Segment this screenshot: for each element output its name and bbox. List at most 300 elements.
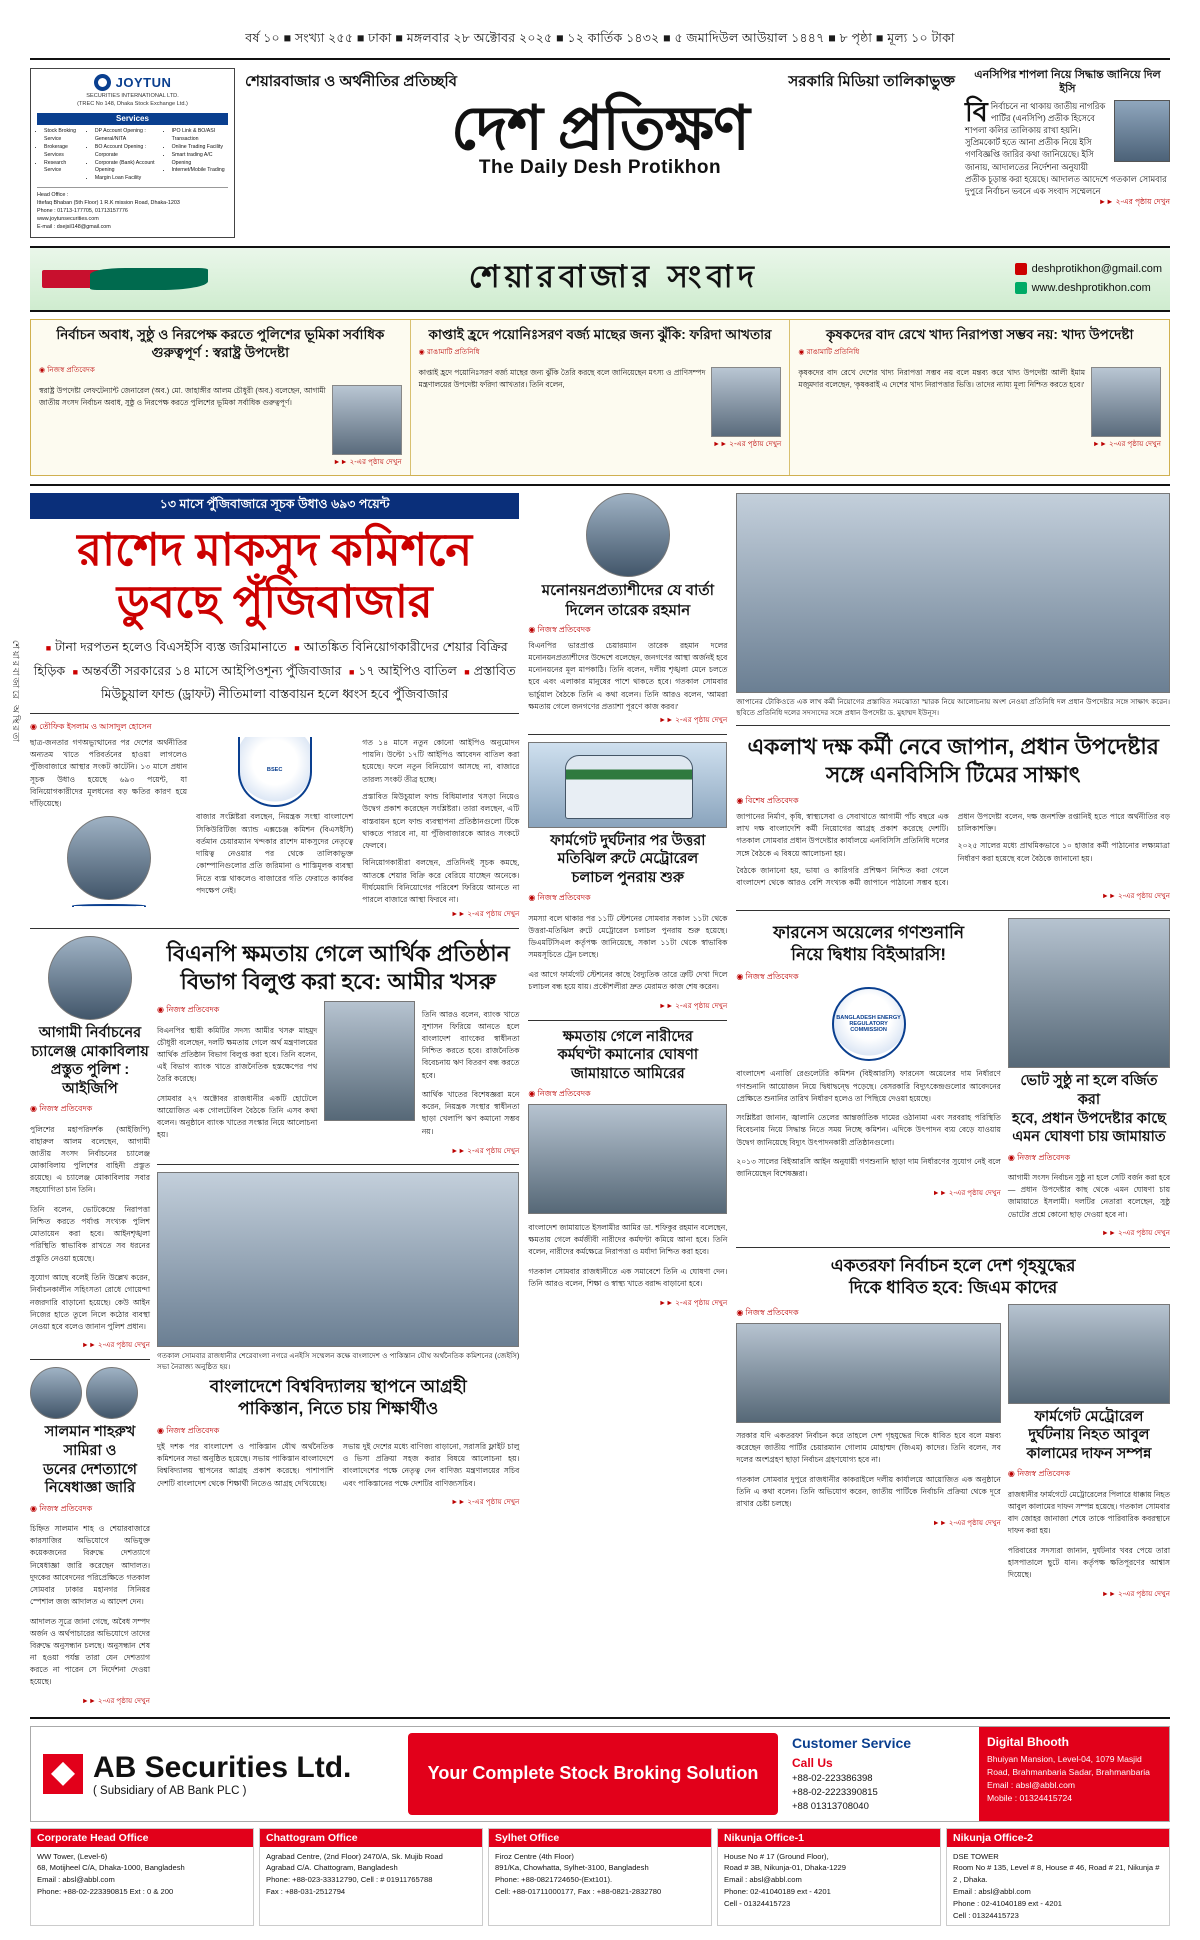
bullet-text: আতঙ্কিত বিনিয়োগকারীদের শেয়ার বিক্রির হিড়িক [33, 640, 508, 678]
teaser-photo [332, 385, 402, 455]
bnp-portrait [324, 1001, 415, 1121]
pakistan-body [157, 1441, 519, 1495]
bullet-icon: ■ [45, 643, 52, 654]
salman-headline-line3: নিষেধাজ্ঞা জারি [44, 1480, 136, 1497]
office-line: 68, Motijheel C/A, Dhaka-1000, Bangladesh [37, 1863, 185, 1873]
police-headline-line3: প্রস্তুত পুলিশ : আইজিপি [50, 1062, 130, 1097]
bottom-advertisement[interactable] [30, 1717, 1170, 1926]
vote-note-headline-line2: হবে, প্রধান উপদেষ্টার কাছে [1012, 1110, 1166, 1127]
lead-paragraph: বাজার সংশ্লিষ্টরা বলছেন, নিয়ন্ত্রক সংস্থা বাংলাদেশ সিকিউরিটিজ অ্যান্ড এক্সচেঞ্জ কমিশন (বিএসইসি) বর্তমান চেয়ারম্যান খন্দকার রাশেদ মাকসুদের নেতৃত্বে দায়িত্ব নেওয়ার পর থেকে তালিকাভুক্ত কোম্পানিগুলোর প্রতি জরিমানা ও শাস্তিমূলক ব্যবস্থা নিতে ব্যস্ত থাকলেও বাজারের গতি ফেরাতে কার্যকর পদক্ষেপ নেই। [196, 812, 354, 896]
metro-body [528, 913, 727, 993]
vote-note-portrait [1008, 918, 1170, 1068]
office-list [30, 1828, 1170, 1927]
furnace-paragraph: সংশ্লিষ্টরা জানান, জ্বালানি তেলের আন্তর্জাতিক দামের ওঠানামা এবং সরবরাহ পরিস্থিতি বিবেচনায় নিয়ে সিদ্ধান্ত নিতে সময় নিচ্ছে কমিশন। এদিকে উৎপাদন ব্যয় বেড়ে যাওয়ায় উদ্বেগ জানিয়েছে বিদ্যুৎ উৎপাদনকারী প্রতিষ্ঠানগুলো। [736, 1113, 1001, 1147]
joytun-brand: JOYTUN [115, 75, 172, 90]
office-details [260, 1847, 482, 1902]
service-item: • BO Account Opening : Corporate [95, 144, 161, 160]
bnp-paragraph: বিএনপির স্থায়ী কমিটির সদস্য আমীর খসরু মাহমুদ চৌধুরী বলেছেন, দলটি ক্ষমতায় গেলে অর্থ মন্ত্রণালয়ের আর্থিক প্রতিষ্ঠান বিভাগ বিলুপ্ত করা হবে। তিনি বলেন, এই বিভাগ ব্যাংক খাতে রাজনৈতিক হস্তক্ষেপের পথ তৈরি করেছে। [157, 1025, 318, 1084]
service-item: • Stock Broking Service [44, 128, 84, 144]
gm-kader-headline [736, 1255, 1170, 1299]
salman-headline [30, 1423, 150, 1497]
service-item: • DP Account Opening : General/NITA [95, 128, 161, 144]
ad-slogan: Your Complete Stock Broking Solution [408, 1733, 778, 1815]
women-paragraph: গতকাল সোমবার রাজধানীতে এক সমাবেশে তিনি এ ঘোষণা দেন। তিনি আরও বলেন, শিক্ষা ও স্বাস্থ্য খাতে বরাদ্দ বাড়ানো হবে। [528, 1266, 728, 1289]
metro-byline: ◉ নিজস্ব প্রতিবেদক [528, 893, 591, 903]
furnace-paragraph: ২০১৩ সালের বিইআরসি আইন অনুযায়ী গণশুনানি ছাড়া দাম নির্ধারণের সুযোগ নেই বলে জানিয়েছেন বিশেষজ্ঞরা। [736, 1157, 1001, 1179]
joytun-brand-sub2: (TREC No 148, Dhaka Stock Exchange Ltd.) [77, 101, 188, 108]
ad-phone[interactable]: +88 01313708040 [792, 1801, 869, 1813]
office-line: WW Tower, (Level-6) [37, 1851, 108, 1861]
divider [30, 928, 519, 929]
furnace-paragraph: বাংলাদেশ এনার্জি রেগুলেটরি কমিশন (বিইআরসি) ফারনেস অয়েলের দাম নির্ধারণে গণশুনানি আয়োজন নিয়ে দ্বিধাদ্বন্দ্বে পড়েছে। বেসরকারি বিদ্যুৎকেন্দ্রগুলোর আবেদনের প্রেক্ষিতে শুনানির তারিখ নির্ধারণ হলেও তা পিছিয়ে দেওয়া হয়েছে। [736, 1069, 1001, 1103]
services-col-2 [88, 128, 161, 183]
lead-byline: ◉ তৌফিক ইসলাম ও আসাদুল হোসেন [30, 721, 152, 731]
salman-body [30, 1523, 150, 1688]
salman-headline-line2: ডনের দেশত্যাগে [43, 1461, 137, 1478]
japan-paragraph: ২০২৫ সালের মধ্যে প্রাথমিকভাবে ১০ হাজার কর্মী পাঠানোর লক্ষ্যমাত্রা নির্ধারণ করা হয়েছে বলে বৈঠকে জানানো হয়। [957, 841, 1171, 863]
service-item: • Research Service [44, 160, 84, 176]
salman-photos [30, 1367, 150, 1419]
service-item: • IPO Link & BO/ASI Transaction [172, 128, 228, 144]
share-market-title: শেয়ারবাজার সংবাদ [468, 258, 759, 294]
lead-paragraph: প্রস্তাবিত মিউচুয়াল ফান্ড বিধিমালার খসড়া নিয়েও উদ্বেগ প্রকাশ করেছেন সংশ্লিষ্টরা। তারা বলছেন, এটি বাস্তবায়ন হলে ফান্ড ব্যবস্থাপনা প্রতিষ্ঠানগুলো টিকে থাকতে পারবে না, যা পুঁজিবাজারকে আরও সংকটে ফেলবে। [362, 791, 520, 851]
women-headline-line3: জামায়াতে আমিরের [570, 1065, 685, 1082]
lead-paragraph: বিনিয়োগকারীরা বলছেন, প্রতিদিনই সূচক কমছে, আতঙ্কে শেয়ার বিক্রি করে বেরিয়ে যাচ্ছেন অনেকে। দীর্ঘমেয়াদি বিনিয়োগের পরিবেশ ফিরিয়ে আনতে না পারলে বাজারে আস্থা ফিরবে না। [362, 858, 520, 905]
office-line[interactable]: Cell: +88-01711000177, Fax : +88-0821-2832780 [495, 1887, 662, 1896]
office-line[interactable]: Phone: 02-41040189 ext - 4201 [724, 1887, 831, 1896]
office-line[interactable]: Phone : 02-41040189 ext - 4201 [953, 1898, 1062, 1908]
gm-kader-and-farmgate [736, 1304, 1170, 1601]
office-name: Nikunja Office-1 [718, 1829, 940, 1847]
farmgate-byline: ◉ নিজস্ব প্রতিবেদক [1007, 1469, 1071, 1479]
email-row[interactable] [1015, 260, 1162, 279]
service-item: • Corporate (Bank) Account Opening [95, 160, 161, 176]
vote-note-headline [1008, 1072, 1170, 1146]
farmgate-paragraph: পরিবারের সদস্যরা জানান, দুর্ঘটনার খবর পেয়ে তারা হাসপাতালে ছুটে যান। কর্তৃপক্ষ ক্ষতিপূরণের আশ্বাস দিয়েছে। [1007, 1545, 1171, 1580]
salman-byline: ◉ নিজস্ব প্রতিবেদক [30, 1503, 93, 1513]
issue-info-strip: বর্ষ ১০ ■ সংখ্যা ২৫৫ ■ ঢাকা ■ মঙ্গলবার ২৮ অক্টোবর ২০২৫ ■ ১২ কার্তিক ১৪৩২ ■ ৫ জমাদিউল আউয়াল ১৪৪৭ ■ ৮ পৃষ্ঠা ■ মূল্য ১০ টাকা [245, 31, 955, 45]
website-row[interactable] [1015, 279, 1162, 298]
police-byline: ◉ নিজস্ব প্রতিবেদক [30, 1104, 93, 1114]
office-line: Fax : +88-031-2512794 [266, 1887, 346, 1896]
service-item: • Online Trading Facility [172, 144, 228, 152]
bullet-text: প্রস্তাবিত মিউচুয়াল ফান্ড (ড্রাফট) নীতিমালা বাস্তবায়ন হলে ধ্বংস হবে পুঁজিবাজার [100, 663, 516, 701]
pakistan-paragraph: দুই দশক পর বাংলাদেশ ও পাকিস্তান যৌথ অর্থনৈতিক কমিশনের সভা অনুষ্ঠিত হয়েছে। সভায় পাকিস্তান বাংলাদেশে বিশ্ববিদ্যালয় স্থাপনের আগ্রহ প্রকাশ করেছে। পাশাপাশি দেশটি বাংলাদেশ থেকে শিক্ষার্থী নিতেও আগ্রহ দেখিয়েছে। [157, 1441, 334, 1488]
bullet-text: টানা দরপতন হলেও বিএসইসি ব্যস্ত জরিমানাতে [55, 640, 287, 655]
bnp-paragraph: সোমবার ২৭ অক্টোবর রাজধানীর একটি হোটেলে আয়োজিত এক গোলটেবিল বৈঠকে তিনি এসব কথা বলেন। অনুষ্ঠানে ব্যাংক খাতের সংস্কার নিয়ে আলোচনা হয়। [157, 1094, 318, 1140]
joytun-services-grid [37, 128, 228, 183]
police-paragraph: তিনি বলেন, ভোটকেন্দ্রে নিরাপত্তা নিশ্চিত করতে পর্যাপ্ত সংখ্যক পুলিশ মোতায়েন করা হবে। আইনশৃঙ্খলা পরিস্থিতি স্বাভাবিক রাখতে সব ধরনের প্রস্তুতি নেওয়া হয়েছে। [30, 1205, 150, 1263]
office-line[interactable]: Phone: +88-023-33312790, Cell : # 01911765788 [266, 1875, 433, 1885]
bullet-icon: ■ [72, 666, 79, 677]
divider [30, 1359, 150, 1360]
tarique-portrait [586, 493, 670, 577]
women-body [528, 1222, 727, 1290]
joytun-services-title: Services [37, 113, 228, 126]
bullet-icon: ■ [464, 666, 470, 677]
lead-headline-line2: ডুবছে পুঁজিবাজার [116, 576, 433, 628]
joytun-logo [37, 74, 228, 92]
newspaper-title-bn: দেশ প্রতিক্ষণ [451, 94, 749, 162]
metro-paragraph: এর আগে ফার্মগেট স্টেশনের কাছে বৈদ্যুতিক তারে ত্রুটি দেখা দিলে চলাচল বন্ধ হয়ে যায়। প্রকৌশলীরা দ্রুত মেরামত কাজ শেষ করেন। [528, 970, 728, 992]
service-item: • Brokerage Services [44, 144, 84, 160]
bangladesh-map-icon [38, 264, 213, 294]
farmgate-headline [1008, 1408, 1170, 1464]
japan-byline: ◉ বিশেষ প্রতিবেদক [736, 795, 799, 805]
pakistan-headline-line2: পাকিস্তান, নিতে চায় শিক্ষার্থীও [238, 1398, 439, 1418]
furnace-headline-line1: ফারনেস অয়েলের গণশুনানি [773, 923, 965, 943]
bnp-paragraph: তিনি আরও বলেন, ব্যাংক খাতে সুশাসন ফিরিয়ে আনতে হলে বাংলাদেশ ব্যাংকের স্বাধীনতা নিশ্চিত করতে হবে। রাজনৈতিক বিবেচনায় ঋণ বিতরণ বন্ধ করতে হবে। [421, 1009, 520, 1080]
office-name: Corporate Head Office [31, 1829, 253, 1847]
lead-headline [30, 524, 519, 628]
salman-paragraph: আদালত সূত্রে জানা গেছে, অবৈধ সম্পদ অর্জন ও অর্থপাচারের অভিযোগে তাদের বিরুদ্ধে অনুসন্ধান চলছে। অনুসন্ধান শেষ না হওয়া পর্যন্ত তারা যেন দেশত্যাগ করতে না পারেন সে নির্দেশনা দেওয়া হয়েছে। [30, 1616, 150, 1687]
lead-portrait [67, 816, 151, 900]
teaser-headline: কাপ্তাই হ্রদে পয়োনিঃসরণ বর্জ্য মাছের জন্য ঝুঁকি: ফরিদা আখতার [428, 326, 772, 342]
divider [528, 1020, 727, 1021]
japan-paragraph: বৈঠকে জানানো হয়, ভাষা ও কারিগরি প্রশিক্ষণ নিশ্চিত করা গেলে বাংলাদেশ থেকে আরও বেশি সংখ্যক কর্মী জাপানে পাঠানো সম্ভব হবে। প্রধান উপদেষ্টা বলেন, দক্ষ জনশক্তি রপ্তানিই হতে পারে অর্থনীতির বড় চালিকাশক্তি। [736, 811, 1171, 888]
masthead [30, 58, 1170, 238]
teaser-continuation[interactable]: ►► ২-এর পৃষ্ঠায় দেখুন [333, 457, 402, 466]
office-line[interactable]: Email : absl@abbl.com [37, 1875, 115, 1885]
teaser-item[interactable] [789, 320, 1169, 475]
divider [157, 1164, 519, 1165]
bullet-icon: ■ [348, 666, 355, 677]
digital-booth-email[interactable]: Email : absl@abbl.com [987, 1779, 1076, 1790]
ad-subsidiary: ( Subsidiary of AB Bank PLC ) [93, 1784, 247, 1797]
teaser-text: কাপ্তাই হ্রদে পয়োনিঃসরণ বর্জ্য মাছের জন্য ঝুঁকি তৈরি করছে বলে জানিয়েছেন মৎস্য ও প্রাণিসম্পদ মন্ত্রণালয়ের উপদেষ্টা ফরিদা আখতার। তিনি বলেন, [418, 367, 706, 389]
service-item: • Internet/Mobile Trading [172, 167, 228, 175]
pakistan-headline [157, 1376, 519, 1420]
services-col-3 [165, 128, 228, 183]
office-details [947, 1847, 1169, 1926]
email-text: deshprotikhon@gmail.com [1031, 262, 1162, 275]
office-line: House No # 17 (Ground Floor), [724, 1851, 829, 1861]
gm-kader-headline-line2: দিকে ধাবিত হবে: জিএম কাদের [849, 1277, 1058, 1297]
bnp-story-main[interactable] [157, 936, 519, 1708]
furnace-headline-line2: নিয়ে দ্বিধায় বিইআরসি! [791, 945, 947, 965]
teaser-row [798, 367, 1161, 437]
ad-company-name: AB Securities Ltd. [93, 1750, 352, 1784]
japan-headline-line1: একলাখ দক্ষ কর্মী নেবে জাপান, প্রধান উপদেষ্টার [747, 734, 1159, 760]
gm-kader-paragraph: সরকার যদি একতরফা নির্বাচন করে তাহলে দেশ গৃহযুদ্ধের দিকে ধাবিত হবে বলে মন্তব্য করেছেন জাতীয় পার্টির চেয়ারম্যান গোলাম মোহাম্মদ (জিএম) কাদের। তিনি বলেন, সব দলের অংশগ্রহণ ছাড়া নির্বাচন গ্রহণযোগ্য হবে না। [736, 1431, 1001, 1465]
berc-logo-icon [832, 987, 906, 1061]
tagline-right: সরকারি মিডিয়া তালিকাভুক্ত [788, 73, 955, 90]
police-story[interactable] [30, 936, 150, 1708]
women-headline-line1: ক্ষমতায় গেলে নারীদের [562, 1028, 693, 1045]
vote-note-body [1008, 1172, 1170, 1221]
map-green-shape [90, 268, 208, 290]
office-details [718, 1847, 940, 1914]
police-headline-line1: আগামী নির্বাচনের [38, 1025, 142, 1041]
police-paragraph: পুলিশের মহাপরিদর্শক (আইজিপি) বাহারুল আলম বলেছেন, আগামী জাতীয় সংসদ নির্বাচনের চ্যালেঞ্জ মোকাবিলায় পুলিশের বাহিনী প্রস্তুত রয়েছে। এ চ্যালেঞ্জ মোকাবিলায় সবার সহযোগিতা চান তিনি। [30, 1124, 150, 1195]
women-byline: ◉ নিজস্ব প্রতিবেদক [528, 1089, 591, 1099]
gm-kader-byline: ◉ নিজস্ব প্রতিবেদক [736, 1307, 799, 1317]
japan-paragraph: জাপানের নির্মাণ, কৃষি, স্বাস্থ্যসেবা ও সেবাখাতে আগামী পাঁচ বছরে এক লাখ দক্ষ বাংলাদেশি কর্মী নিয়োগের আগ্রহ প্রকাশ করেছে দেশটি। গতকাল সোমবার প্রধান উপদেষ্টার কার্যালয়ে এনবিসিসি প্রতিনিধি দলের সঙ্গে বৈঠকে এ বিষয়ে আলোচনা হয়। [736, 811, 949, 858]
farmgate-body [1008, 1489, 1170, 1581]
bnp-continuation[interactable]: ►► ২-এর পৃষ্ঠায় দেখুন [451, 1146, 520, 1156]
office-line: Firoz Centre (4th Floor) [495, 1851, 574, 1861]
pakistan-paragraph: সভায় দুই দেশের মধ্যে বাণিজ্য বাড়ানো, সরাসরি ফ্লাইট চালু ও ভিসা প্রক্রিয়া সহজ করার বিষয়ে আলোচনা হয়। বাংলাদেশের পক্ষে নেতৃত্ব দেন বাণিজ্য মন্ত্রণালয়ের সচিব এবং পাকিস্তানের পক্ষে দেশটির বাণিজ্যসচিব। [342, 1441, 520, 1488]
masthead-taglines [245, 70, 955, 95]
digital-booth-address: Bhuiyan Mansion, Level-04, 1079 Masjid Road, Brahmanbaria Sadar, Brahmanbaria [987, 1753, 1150, 1777]
tarique-headline: মনোনয়নপ্রত্যাশীদের যে বার্তা দিলেন তারেক রহমান [541, 582, 714, 619]
vote-note-headline-line3: এমন ঘোষণা চায় জামায়াত [1012, 1129, 1166, 1146]
teaser-row [39, 385, 402, 455]
office-name: Sylhet Office [489, 1829, 711, 1847]
women-paragraph: বাংলাদেশ জামায়াতে ইসলামীর আমির ডা. শফিকুর রহমান বলেছেন, ক্ষমতায় গেলে কর্মজীবী নারীদের কর্মঘণ্টা কমিয়ে আনা হবে। তিনি বলেন, নারীদের কর্মক্ষেত্রে নিরাপত্তা ও মর্যাদা নিশ্চিত করা হবে। [528, 1222, 728, 1257]
farmgate-headline-line1: ফার্মগেট মেট্রোরেল [1034, 1408, 1144, 1425]
office-line[interactable]: Phone: +88-0821724650-(Ext101). [495, 1875, 613, 1885]
gm-kader-continuation[interactable]: ►► ২-এর পৃষ্ঠায় দেখুন [932, 1518, 1001, 1527]
office-card [717, 1828, 941, 1927]
metro-paragraph: সমস্যা বলে থাকার পর ১১টি স্টেশনের সোমবার সকাল ১১টা থেকে উত্তরা-মতিঝিল রুটে মেট্রোরেল চলাচল পুনরায় শুরু হয়েছে। ডিএমটিসিএল কর্তৃপক্ষ জানিয়েছে, সকাল ১১টা থেকে স্বাভাবিক সময়সূচিতে ট্রেন চলছে। [528, 913, 728, 960]
bullet-text: অন্তর্বর্তী সরকারের ১৪ মাসে আইপিওশূন্য পুঁজিবাজার [82, 663, 342, 678]
office-details [31, 1847, 253, 1902]
pakistan-continuation[interactable]: ►► ২-এর পৃষ্ঠায় দেখুন [451, 1496, 520, 1506]
joytun-phone: Phone : 01713-177705, 01713157776 [37, 208, 128, 215]
office-line: Agrabad Centre, (2nd Floor) 2470/A, Sk. Mujib Road [266, 1851, 443, 1861]
ad-customer-service [784, 1727, 979, 1821]
office-line[interactable]: Cell - 01324415723 [724, 1898, 791, 1908]
women-headline [528, 1028, 727, 1084]
police-headline-line2: চ্যালেঞ্জ মোকাবিলায় [31, 1043, 149, 1060]
teaser-text: কৃষকদের বাদ রেখে দেশের খাদ্য নিরাপত্তা সম্ভব নয় বলে মন্তব্য করে খাদ্য উপদেষ্টা আলী ইমাম মজুমদার বলেছেন, 'কৃষকরাই এ দেশের খাদ্য নিরাপত্তার ভিত্তি। তাদের ন্যায্য মূল্য নিশ্চিত করতে হবে।' [798, 367, 1086, 389]
masthead-center [245, 68, 955, 238]
pakistan-photo-caption: গতকাল সোমবার রাজধানীর শেরেবাংলা নগরে এনইসি সম্মেলন কক্ষে বাংলাদেশ ও পাকিস্তান যৌথ অর্থনৈতিক কমিশনের (জেইসি) সভা নৈরাজ্য অনুষ্ঠিত হয়। [157, 1350, 520, 1372]
japan-headline [736, 733, 1170, 789]
teaser-strip [30, 319, 1170, 476]
joytun-website[interactable]: www.joytunsecurities.com [37, 216, 99, 223]
office-line[interactable]: Email : absl@abbl.com [724, 1875, 802, 1885]
farmgate-headline-line3: কালামের দাফন সম্পন্ন [1026, 1445, 1152, 1462]
farmgate-paragraph: রাজধানীর ফার্মগেটে মেট্রোরেলের পিলারে ধাক্কায় নিহত আবুল কালামের দাফন সম্পন্ন হয়েছে। গতকাল সোমবার বাদ জোহর জানাজা শেষে তাকে পারিবারিক কবরস্থানে দাফন করা হয়। [1007, 1489, 1171, 1536]
women-headline-line2: কর্মঘণ্টা কমানোর ঘোষণা [557, 1047, 699, 1064]
salman-headline-line1: সালমান শাহরুখ সামিরা ও [44, 1424, 136, 1459]
teaser-photo [711, 367, 781, 437]
bnp-left [157, 1001, 317, 1157]
ad-digital-booth [979, 1727, 1169, 1821]
lead-headline-line1: রাশেদ মাকসুদ কমিশনে [77, 524, 473, 575]
lead-continuation[interactable]: ►► ২-এর পৃষ্ঠায় দেখুন [451, 909, 520, 918]
farmgate-continuation[interactable]: ►► ২-এর পৃষ্ঠায় দেখুন [1101, 1588, 1171, 1598]
side-story-text: নির্বাচনে না থাকায় জাতীয় নাগরিক পার্টির (এনসিপি) প্রতীক হিসেবে শাপলা কলির তালিকায় রাখা হয়নি। সুপ্রিমকোর্ট হতে আনা প্রতীক নিয়ে ইসি গণবিজ্ঞপ্তি জারির কথা জানিয়েছে। ইসি জানায়, আদালতের নির্দেশনা অনুযায়ী প্রতীক চূড়ান্ত করা হয়েছে। আদালত আদেশে গতকাল সোমবার দুপুরে নির্বাচন ভবনে এক সংবাদ সম্মেলনে [965, 100, 1167, 196]
office-line[interactable]: Email : absl@abbl.com [953, 1887, 1031, 1896]
joytun-securities-ad[interactable] [30, 68, 235, 238]
police-continuation[interactable]: ►► ২-এর পৃষ্ঠায় দেখুন [81, 1340, 150, 1350]
ad-phone[interactable]: +88-02-223386398 [792, 1772, 873, 1784]
gm-kader-body [736, 1430, 1001, 1510]
japan-body [736, 811, 1170, 890]
service-item: • Smart trading A/C Opening [172, 152, 228, 168]
globe-icon [1015, 282, 1027, 294]
office-line[interactable]: Phone: +88-02-223390815 Ext : 0 & 200 [37, 1887, 174, 1896]
services-col-1 [37, 128, 84, 183]
police-portrait [48, 936, 132, 1020]
metro-continuation[interactable]: ►► ২-এর পৃষ্ঠায় দেখুন [659, 1000, 728, 1010]
furnace-byline: ◉ নিজস্ব প্রতিবেদক [736, 971, 799, 981]
bnp-byline: ◉ নিজস্ব প্রতিবেদক [157, 1005, 220, 1015]
side-story-headline: এনসিপির শাপলা নিয়ে সিদ্ধান্ত জানিয়ে দিল ইসি [974, 69, 1161, 96]
bnp-row [157, 1001, 519, 1157]
teaser-item[interactable] [31, 320, 410, 475]
office-card [30, 1828, 254, 1927]
ad-top-row [30, 1726, 1170, 1822]
bsec-logo-text: BSEC [266, 766, 283, 773]
website-text: www.deshprotikhon.com [1031, 281, 1151, 294]
office-line: Road # 3B, Nikunja-01, Dhaka-1229 [724, 1863, 846, 1873]
gm-kader-paragraph: গতকাল সোমবার দুপুরে রাজধানীর কাকরাইলে দলীয় কার্যালয়ে আয়োজিত এক অনুষ্ঠানে তিনি এ কথা বলেন। তিনি অভিযোগ করেন, জাতীয় পার্টিকে নির্বাচনি প্রক্রিয়া থেকে দূরে রাখার চেষ্টা চলছে। [736, 1475, 1001, 1509]
teaser-continuation[interactable]: ►► ২-এর পৃষ্ঠায় দেখুন [1092, 438, 1162, 448]
ab-securities-brand [31, 1727, 402, 1821]
metro-train-photo [528, 742, 727, 828]
japan-photo-caption: জাপানের টোকিওতে এক লাখ কর্মী নিয়োগের প্রস্তাবিত সমঝোতা স্মারক নিয়ে আলোচনায় অংশ নেওয়া প্রতিনিধি দল প্রধান উপদেষ্টার সঙ্গে সাক্ষাৎ করেন। ছবিতে প্রতিনিধি দলের সদস্যদের সঙ্গে প্রধান উপদেষ্টা ড. মুহাম্মদ ইউনূস। [736, 697, 1171, 718]
teaser-row [419, 367, 782, 437]
digital-booth-title: Digital Bhooth [987, 1734, 1069, 1749]
office-card [488, 1828, 712, 1927]
farmgate-portrait [1008, 1304, 1170, 1404]
contact-links [1015, 260, 1162, 297]
teaser-text: স্বরাষ্ট্র উপদেষ্টা লেফটেন্যান্ট জেনারেল (অব.) মো. জাহাঙ্গীর আলম চৌধুরী (অব.) বলেছেন, আগামী জাতীয় সংসদ নির্বাচন অবাধ, সুষ্ঠু ও নিরপেক্ষ করতে পুলিশের ভূমিকা সর্বাধিক গুরুত্বপূর্ণ। [39, 386, 326, 407]
bullet-text: ১৭ আইপিও বাতিল [358, 663, 457, 678]
office-line: 891/Ka, Chowhatta, Sylhet-3100, Bangladesh [495, 1863, 649, 1873]
bnp-photo-wrap [324, 1001, 415, 1157]
tarique-byline: ◉ নিজস্ব প্রতিবেদক [528, 625, 591, 634]
salman-portrait-2 [86, 1367, 138, 1419]
bnp-paragraph: আর্থিক খাতের বিশেষজ্ঞরা মনে করেন, নিয়ন্ত্রক সংস্থার স্বাধীনতা ছাড়া খেলাপি ঋণ কমানো সম্ভব নয়। [421, 1090, 520, 1136]
newspaper-title-en: The Daily Desh Protikhon [478, 157, 722, 179]
office-line: Agrabad C/A. Chattogram, Bangladesh [266, 1863, 398, 1873]
lead-body [30, 737, 519, 907]
furnace-continuation[interactable]: ►► ২-এর পৃষ্ঠায় দেখুন [932, 1188, 1001, 1198]
column-right [736, 493, 1170, 1708]
farmgate-headline-line2: দুর্ঘটনায় নিহত আবুল [1028, 1427, 1150, 1444]
side-story-dropcap: বি [965, 96, 988, 127]
lead-kicker: ১৩ মাসে পুঁজিবাজারে সূচক উধাও ৬৯৩ পয়েন্ট [30, 493, 519, 519]
head-office-label: Head Office : [37, 192, 69, 199]
furnace-headline [736, 922, 1001, 966]
police-headline [30, 1024, 150, 1098]
teaser-byline: ◉ রাঙামাটি প্রতিনিধি [418, 346, 480, 356]
vertical-side-text: শেয়ারবাজারে অস্থিরতা [11, 640, 21, 744]
vote-note-story[interactable] [1008, 918, 1170, 1240]
pakistan-headline-line1: বাংলাদেশে বিশ্ববিদ্যালয় স্থাপনে আগ্রহী [209, 1377, 467, 1397]
joytun-brand-sub: SECURITIES INTERNATIONAL LTD. [86, 92, 179, 99]
tarique-continuation[interactable]: ►► ২-এর পৃষ্ঠায় দেখুন [659, 714, 728, 724]
women-continuation[interactable]: ►► ২-এর পৃষ্ঠায় দেখুন [659, 1297, 728, 1307]
column-left [30, 493, 519, 1708]
service-item: • Margin Loan Facility [95, 175, 161, 183]
joytun-email[interactable]: E-mail : dsejsil148@gmail.com [37, 224, 111, 231]
envelope-icon [1015, 263, 1027, 275]
office-details [489, 1847, 711, 1902]
divider [736, 1247, 1170, 1248]
furnace-story[interactable] [736, 918, 1001, 1240]
teaser-item[interactable] [410, 320, 790, 475]
furnace-and-vote [736, 918, 1170, 1240]
divider [528, 734, 727, 735]
teaser-byline: ◉ রাঙামাটি প্রতিনিধি [798, 346, 860, 356]
customer-service-title: Customer Service [792, 1734, 912, 1751]
japan-group-photo [736, 493, 1170, 693]
teaser-byline: ◉ নিজস্ব প্রতিবেদক [39, 365, 95, 374]
joytun-mark-icon [94, 74, 111, 91]
tarique-text: বিএনপির ভারপ্রাপ্ত চেয়ারম্যান তারেক রহমান দলের মনোনয়নপ্রত্যাশীদের উদ্দেশে বলেছেন, জনগণের আস্থা অর্জনই হবে মনোনয়নের মূল মাপকাঠি। তিনি বলেন, দলীয় শৃঙ্খলা মেনে চলতে হবে এবং এলাকার মানুষের পাশে থাকতে হবে। গতকাল সোমবার ভার্চুয়াল বৈঠকে তিনি এ কথা বলেন। তিনি আরও বলেন, 'আমরা ক্ষমতায় গেলে জনগণের প্রত্যাশা পূরণে কাজ করব।' [528, 641, 728, 711]
berc-logo-text: BANGLADESH ENERGY REGULATORY COMMISSION [836, 1014, 901, 1033]
bnp-body-right [422, 1001, 520, 1157]
salman-continuation[interactable]: ►► ২-এর পৃষ্ঠায় দেখুন [81, 1695, 150, 1705]
metro-headline-line1: ফার্মগেট দুর্ঘটনার পর উত্তরা [550, 832, 706, 849]
share-market-band [30, 246, 1170, 312]
lead-paragraph: গত ১৪ মাসে নতুন কোনো আইপিও অনুমোদন পায়নি। উল্টো ১৭টি আইপিও আবেদন বাতিল করা হয়েছে। ফলে নতুন বিনিয়োগ আসছে না, বাজারে তারল্য সংকট তীব্র হচ্ছে। [362, 737, 520, 784]
teaser-photo [1091, 367, 1161, 437]
japan-continuation[interactable]: ►► ২-এর পৃষ্ঠায় দেখুন [1101, 891, 1171, 901]
gm-kader-headline-line1: একতরফা নির্বাচন হলে দেশ গৃহযুদ্ধের [830, 1256, 1076, 1276]
farmgate-story[interactable] [1008, 1304, 1170, 1601]
ad-phone[interactable]: +88-02-2223390815 [792, 1787, 878, 1799]
bnp-body-left [157, 1025, 317, 1142]
main-content [30, 484, 1170, 1708]
office-name: Chattogram Office [260, 1829, 482, 1847]
salman-portrait-1 [30, 1367, 82, 1419]
side-story-photo [1114, 100, 1170, 162]
ab-bank-logo-icon [43, 1754, 83, 1794]
metro-headline-line2: মতিঝিল রুটে মেট্রোরেল [557, 851, 699, 868]
joytun-contact [37, 187, 228, 232]
furnace-body [736, 1068, 1001, 1180]
vote-note-byline: ◉ নিজস্ব প্রতিবেদক [1007, 1152, 1071, 1162]
column-middle [528, 493, 727, 1708]
teaser-continuation[interactable]: ►► ২-এর পৃষ্ঠায় দেখুন [713, 438, 782, 448]
divider [736, 725, 1170, 726]
gm-kader-portrait [736, 1323, 1001, 1423]
office-line: DSE TOWER [953, 1851, 999, 1861]
salman-paragraph: চিহ্নিত সালমান শাহ ও শেয়ারবাজারে কারসাজির অভিযোগে অভিযুক্ত কয়েকজনের বিরুদ্ধে দেশত্যাগে নিষেধাজ্ঞা জারি করেছেন আদালত। দুদকের আবেদনের পরিপ্রেক্ষিতে গতকাল সোমবার ঢাকার মহানগর সিনিয়র স্পেশাল জজ আদালত এ আদেশ দেন। [30, 1524, 150, 1606]
pakistan-meeting-photo [157, 1172, 519, 1347]
police-body [30, 1124, 150, 1333]
japan-headline-line2: সঙ্গে এনবিসিসি টিমের সাক্ষাৎ [825, 762, 1081, 788]
bnp-headline: বিএনপি ক্ষমতায় গেলে আর্থিক প্রতিষ্ঠান বিভাগ বিলুপ্ত করা হবে: আমীর খসরু [166, 941, 510, 995]
police-paragraph: সুযোগ আছে বলেই তিনি উল্লেখ করেন, নির্বাচনকালীন সহিংসতা রোধে গোয়েন্দা নজরদারি বাড়ানো হয়েছে। কেউ আইন নিজের হাতে তুলে নিলে কঠোর ব্যবস্থা নেওয়া হবে বলেও জানান পুলিশ প্রধান। [30, 1273, 150, 1331]
call-us-label: Call Us [792, 1755, 833, 1770]
teaser-headline: নির্বাচন অবাধ, সুষ্ঠু ও নিরপেক্ষ করতে পুলিশের ভূমিকা সর্বাধিক গুরুত্বপূর্ণ : স্বরাষ্ট্র উপদেষ্টা [56, 326, 385, 360]
metro-headline [528, 832, 727, 888]
office-line: Room No # 135, Level # 8, House # 46, Road # 21, Nikunja # 2 , Dhaka. [953, 1863, 1160, 1885]
office-line[interactable]: Cell : 01324415723 [953, 1910, 1019, 1920]
head-office-address: Ittefaq Bhaban (5th Floor) 1 R.K mission Road, Dhaka-1203 [37, 200, 180, 207]
bullet-icon: ■ [294, 643, 300, 654]
vote-note-paragraph: আগামী সংসদ নির্বাচন সুষ্ঠু না হলে সেটি বর্জন করা হবে— প্রধান উপদেষ্টার কাছ থেকে এমন ঘোষণা চায় জামায়াতে ইসলামী। দলটির নেতারা বলেছেন, সুষ্ঠু ভোটের প্রশ্নে কোনো ছাড় দেওয়া হবে না। [1007, 1173, 1171, 1219]
vote-note-headline-line1: ভোট সুষ্ঠু না হলে বর্জিত করা [1020, 1073, 1158, 1108]
jamaat-amir-portrait [528, 1104, 727, 1214]
digital-booth-mobile[interactable]: Mobile : 01324415724 [987, 1792, 1073, 1803]
divider [30, 713, 519, 714]
office-card [259, 1828, 483, 1927]
lead-paragraph: ছাত্র-জনতার গণঅভ্যুত্থানের পর দেশের অর্থনীতির অন্যতম খাতে পরিবর্তনের হাওয়া লাগলেও পুঁজিবাজারে আস্থার সংকট কাটেনি। ১৩ মাসে প্রধান সূচক উধাও হয়েছে ৬৯৩ পয়েন্ট, যা বিনিয়োগকারীদের মূলধনের বড় ক্ষতির কারণ হয়ে দাঁড়িয়েছে। [30, 737, 188, 809]
bnp-story[interactable] [30, 936, 519, 1708]
vote-note-continuation[interactable]: ►► ২-এর পৃষ্ঠায় দেখুন [1101, 1228, 1171, 1238]
tagline-left: শেয়ারবাজার ও অর্থনীতির প্রতিচ্ছবি [245, 73, 457, 90]
lead-bullets [30, 636, 519, 705]
gm-kader-story[interactable] [736, 1304, 1001, 1601]
teaser-headline: কৃষকদের বাদ রেখে খাদ্য নিরাপত্তা সম্ভব নয়: খাদ্য উপদেষ্টা [825, 326, 1134, 342]
metro-headline-line3: চলাচল পুনরায় শুরু [571, 869, 685, 886]
pakistan-byline: ◉ নিজস্ব প্রতিবেদক [157, 1425, 220, 1435]
office-card [946, 1828, 1170, 1927]
side-story-continuation[interactable]: ►► ২-এর পৃষ্ঠায় দেখুন [1098, 197, 1170, 207]
masthead-side-story[interactable] [965, 68, 1170, 238]
office-name: Nikunja Office-2 [947, 1829, 1169, 1847]
divider [736, 910, 1170, 911]
